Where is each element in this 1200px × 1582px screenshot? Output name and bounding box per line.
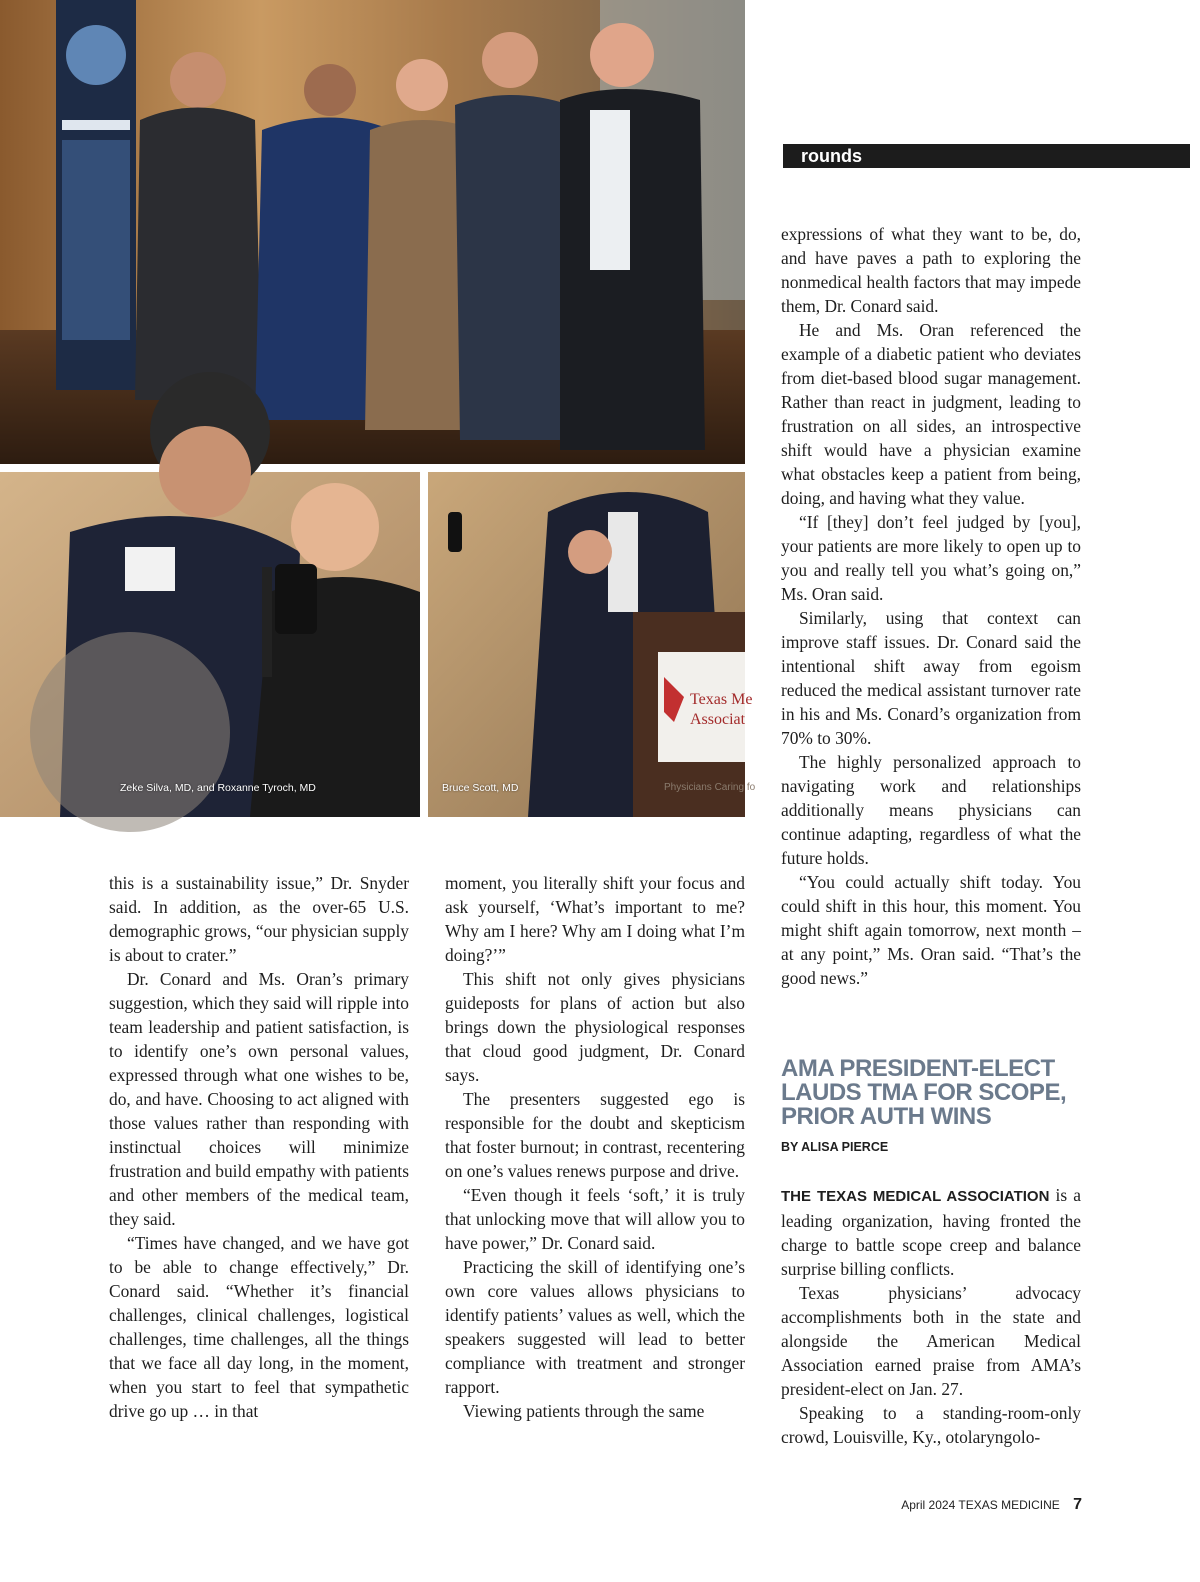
photo-caption-scott: Bruce Scott, MD [442,782,519,794]
paragraph: “Times have changed, and we have got to be able to change effectively,” Dr. Conard said. “Whether it’s financial challenges, clinical challenges, logistical challenges, time challenges, all the things that we face all day long, in the moment, when you start to feel that sympathetic drive go up … in that [109,1233,409,1421]
article-headline: AMA PRESIDENT-ELECT LAUDS TMA FOR SCOPE, PRIOR AUTH WINS [781,1055,1067,1130]
page-footer [901,1496,1082,1514]
article-column-1 [109,871,409,1423]
section-label: rounds [801,146,862,166]
paragraph: Speaking to a standing-room-only crowd, Louisville, Ky., otolaryngolo- [781,1403,1081,1447]
paragraph: Texas physicians’ advocacy accomplishments both in the state and alongside the American Medical Association earned praise from AMA’s president-elect on Jan. 27. [781,1283,1081,1399]
paragraph: expressions of what they want to be, do, and have paves a path to exploring the nonmedical health factors that may impede them, Dr. Conard said. [781,224,1081,316]
silva-tyroch-photo [0,472,420,817]
scott-photo [428,472,756,817]
paragraph: The highly personalized approach to navigating work and relationships additionally means physicians can continue adapting, regardless of what the future holds. [781,752,1081,868]
paragraph: Viewing patients through the same [463,1401,705,1421]
paragraph: this is a sustainability issue,” Dr. Snyder said. In addition, as the over-65 U.S. demographic grows, “our physician supply is about to crater.” [109,873,409,965]
podium-text-3: Physicians Caring fo [664,782,756,793]
paragraph: The presenters suggested ego is responsible for the doubt and skepticism that foster burnout; in contrast, recentering on one’s values renews purpose and drive. [445,1089,745,1181]
article-byline: BY ALISA PIERCE [781,1140,889,1154]
article-2-body [781,1183,1081,1449]
lead-rest: is a leading organization, having fronted the charge to battle scope creep and balance surprise billing conflicts. [781,1185,1081,1279]
podium-text-2: Associat [690,711,746,728]
lead-in: THE TEXAS MEDICAL ASSOCIATION [781,1188,1050,1205]
scott-illustration [428,472,756,817]
photo-caption: Zeke Silva, MD, and Roxanne Tyroch, MD [120,782,316,794]
paragraph [781,1183,1081,1281]
paragraph: Dr. Conard and Ms. Oran’s primary suggestion, which they said will ripple into team leadership and patient satisfaction, is to identify one’s own personal values, expressed through what one wishes to be, do, and have. Choosing to act aligned with those values rather than responding with instinctual choices will minimize frustration and build empathy with patients and other members of the medical team, they said. [109,969,409,1229]
page-number: 7 [1073,1496,1082,1513]
issue-date: April 2024 [901,1498,956,1512]
podium-text-1: Texas Me [690,691,753,708]
paragraph: “If [they] don’t feel judged by [you], your patients are more likely to open up to you and really tell you what’s going on,” Ms. Oran said. [781,512,1081,604]
group-photo [0,0,745,464]
article-column-3 [781,222,1081,990]
paragraph: This shift not only gives physicians guideposts for plans of action but also brings down the physiological responses that cloud good judgment, Dr. Conard says. [445,969,745,1085]
section-bar [783,144,1190,168]
paragraph: Similarly, using that context can improve staff issues. Dr. Conard said the intentional shift away from egoism reduced the medical assistant turnover rate in his and Ms. Conard’s organization from 70% to 30%. [781,608,1081,748]
magazine-name: TEXAS MEDICINE [958,1498,1060,1512]
article-column-2 [445,871,745,1423]
silva-tyroch-illustration [0,472,420,817]
paragraph: He and Ms. Oran referenced the example of a diabetic patient who deviates from diet-based blood sugar management. Rather than react in judgment, leading to frustration on all sides, an introspective shift would have a physician examine what obstacles keep a patient from being, doing, and having what they value. [781,320,1081,508]
paragraph: moment, you literally shift your focus and ask yourself, ‘What’s important to me? Why am I here? Why am I doing what I’m doing?’” [445,873,745,965]
paragraph: “Even though it feels ‘soft,’ it is truly that unlocking move that will allow you to have power,” Dr. Conard said. [445,1185,745,1253]
paragraph: “You could actually shift today. You could shift in this hour, this moment. You might shift again tomorrow, next month – at any point,” Ms. Oran said. “That’s the good news.” [781,872,1081,988]
paragraph: Practicing the skill of identifying one’s own core values allows physicians to identify patients’ values as well, which the speakers suggested will lead to better compliance with treatment and stronger rapport. [445,1257,745,1397]
group-photo-illustration [0,0,745,464]
